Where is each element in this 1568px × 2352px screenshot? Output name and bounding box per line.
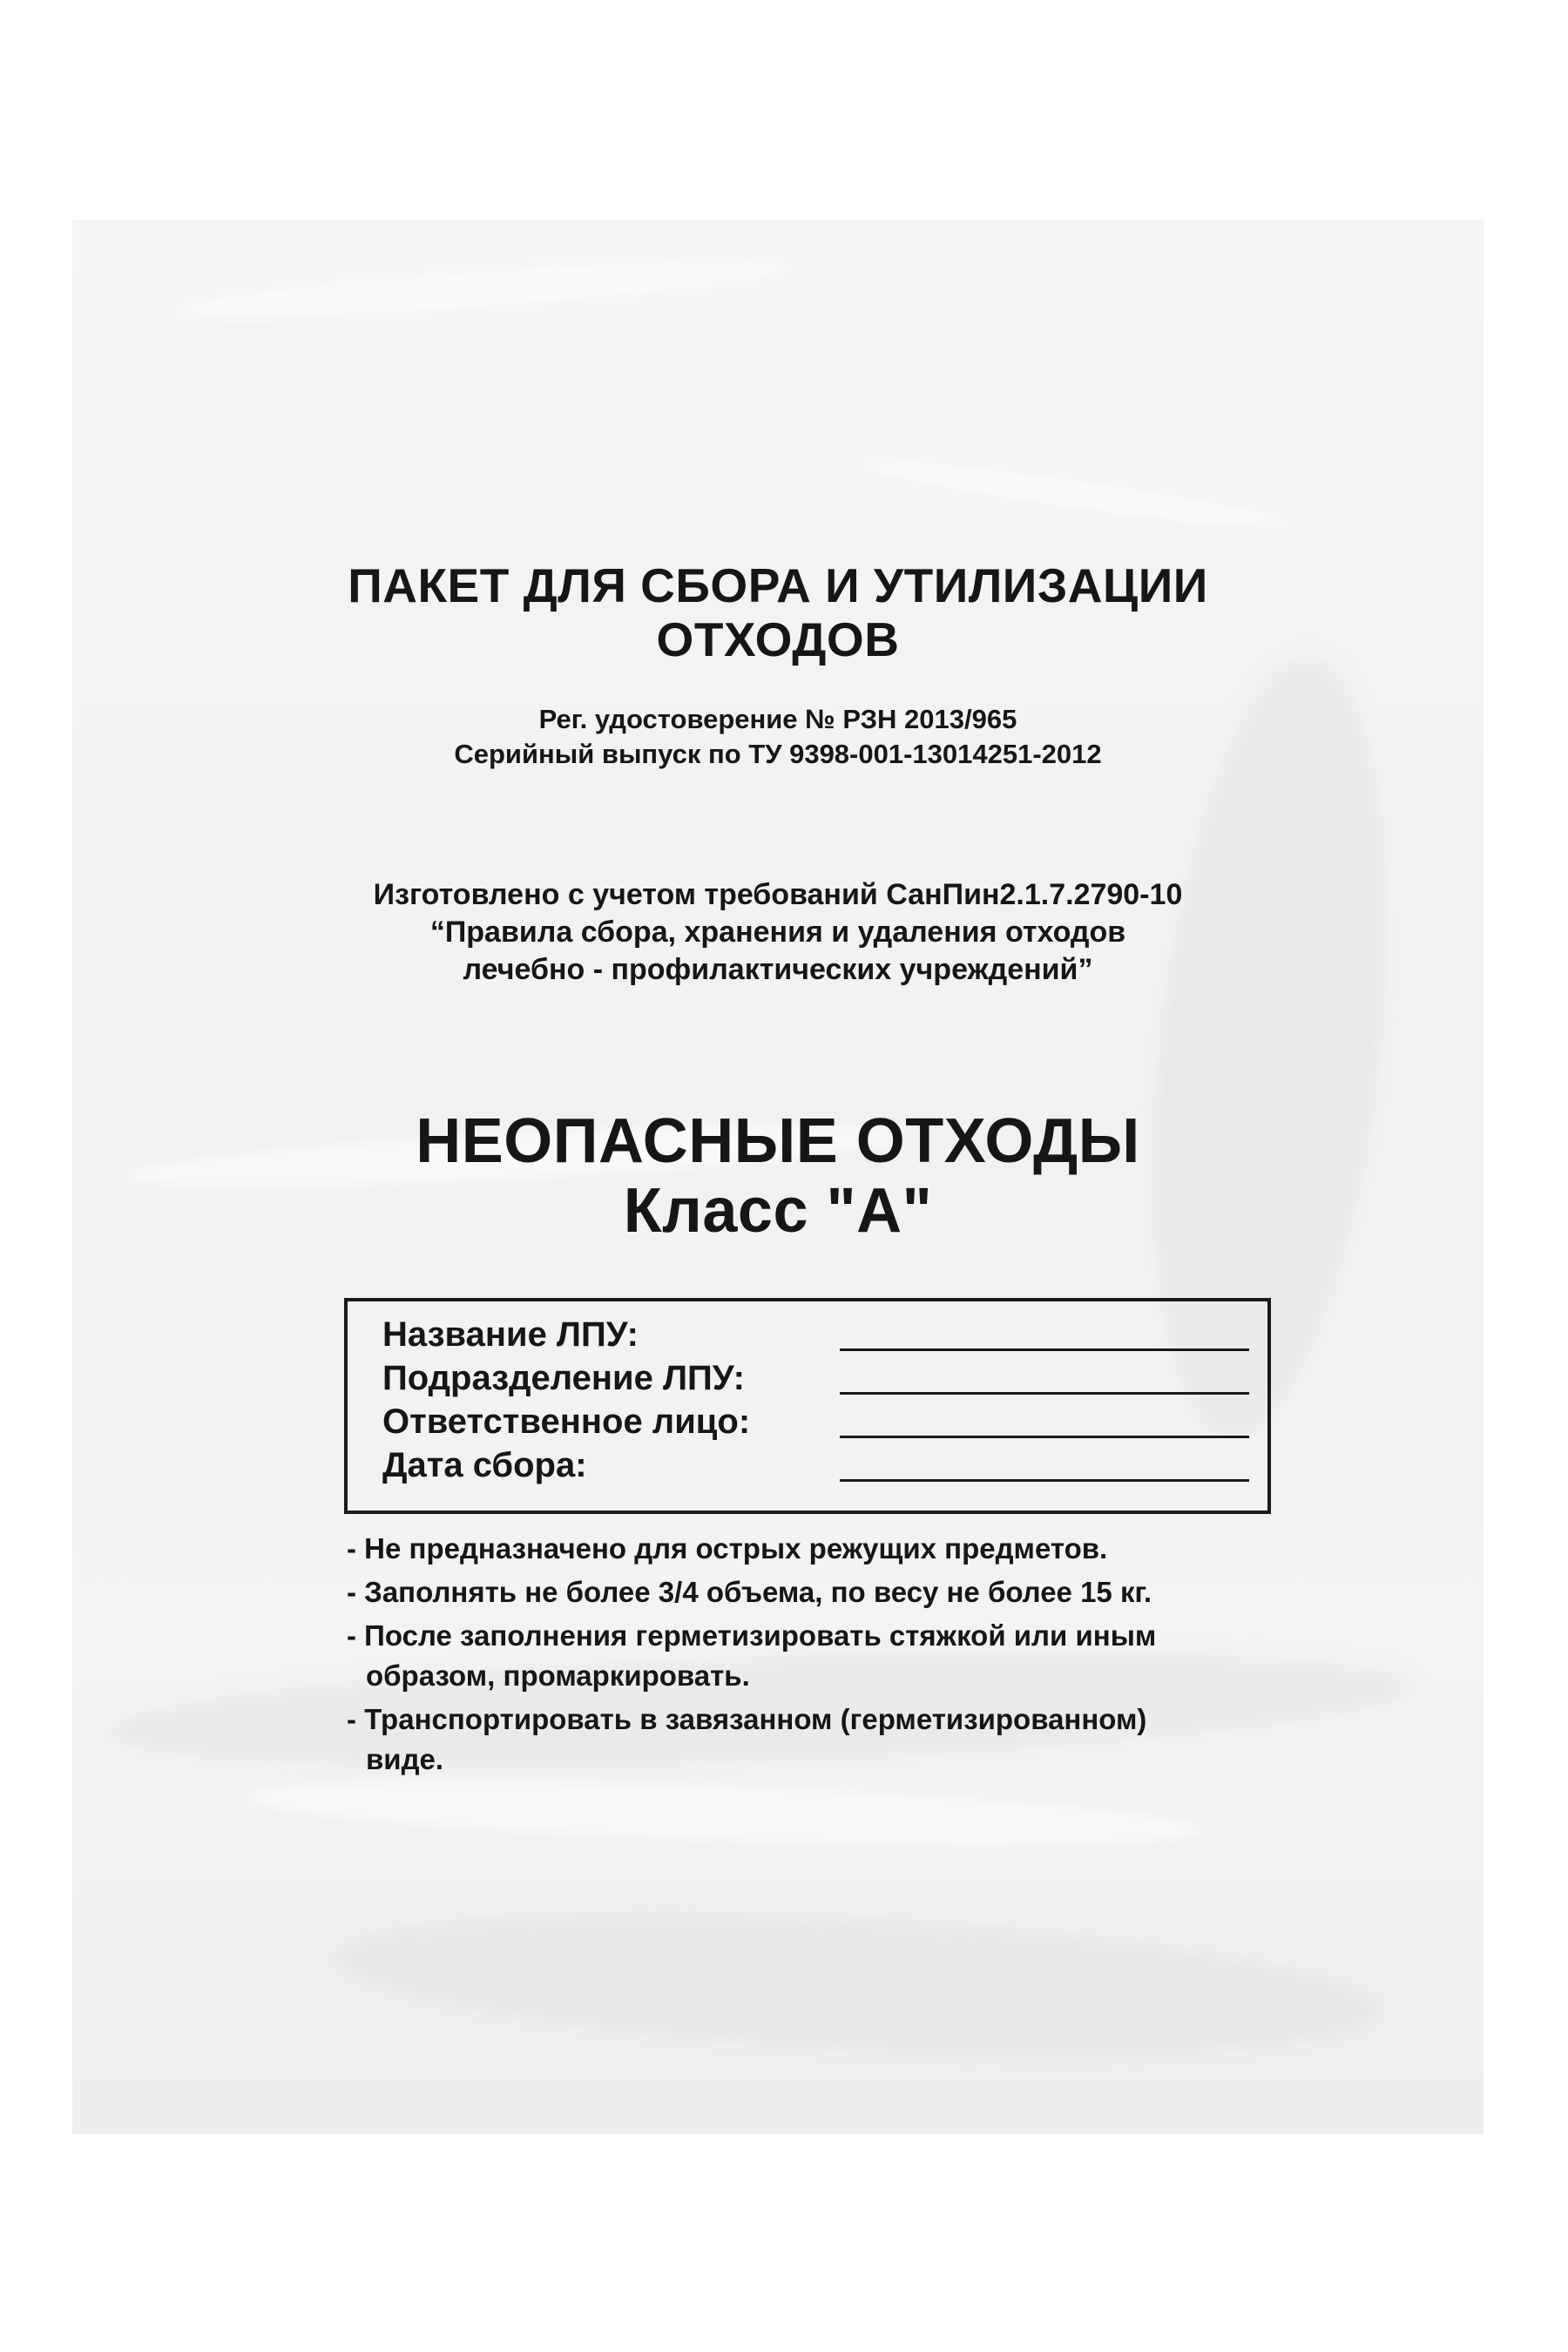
requirements-line-3: лечебно - профилактических учреждений”: [463, 953, 1093, 986]
title-line-1: ПАКЕТ ДЛЯ СБОРА И УТИЛИЗАЦИИ: [348, 558, 1208, 612]
waste-class-heading: Класс "А": [623, 1176, 933, 1246]
form-label-department: Подразделение ЛПУ:: [382, 1359, 745, 1397]
bag-wrinkle: [856, 450, 1291, 537]
registration-line-2: Серийный выпуск по ТУ 9398-001-13014251-2012: [454, 739, 1102, 769]
rule-item: [347, 1700, 1348, 1780]
waste-type-heading: НЕОПАСНЫЕ ОТХОДЫ: [416, 1106, 1140, 1176]
form-row-department: [348, 1359, 1267, 1401]
form-row-facility: [348, 1315, 1267, 1357]
requirements-line-1: Изготовлено с учетом требований СанПин2.1.7.2790-10: [373, 878, 1183, 911]
rule-text: - Не предназначено для острых режущих предметов.: [347, 1532, 1108, 1565]
waste-bag: [72, 220, 1484, 2134]
rule-text-continued: виде.: [366, 1743, 444, 1775]
form-row-date: [348, 1446, 1267, 1488]
rule-item: [347, 1572, 1348, 1612]
title-line-2: ОТХОДОВ: [656, 612, 900, 666]
form-blank-facility[interactable]: [840, 1348, 1249, 1351]
registration-line-1: Рег. удостоверение № РЗН 2013/965: [538, 704, 1017, 734]
form-row-responsible: [348, 1402, 1267, 1444]
rule-item: [347, 1616, 1348, 1696]
requirements-line-2: “Правила сбора, хранения и удаления отходов: [429, 916, 1126, 949]
usage-rules: [347, 1529, 1348, 1783]
form-label-responsible: Ответственное лицо:: [382, 1402, 751, 1441]
rule-text: - Транспортировать в завязанном (герметизированном): [347, 1703, 1147, 1735]
rule-text: - Заполнять не более 3/4 объема, по весу не более 15 кг.: [347, 1576, 1152, 1608]
form-blank-responsible[interactable]: [840, 1436, 1249, 1438]
rule-item: [347, 1529, 1348, 1569]
form-blank-department[interactable]: [840, 1392, 1249, 1395]
form-blank-date[interactable]: [840, 1479, 1249, 1482]
rule-text-continued: образом, промаркировать.: [366, 1659, 750, 1692]
bag-wrinkle: [176, 251, 787, 328]
label-form: [344, 1298, 1271, 1514]
form-label-facility: Название ЛПУ:: [382, 1315, 639, 1354]
rule-text: - После заполнения герметизировать стяжкой или иным: [347, 1619, 1157, 1652]
form-label-date: Дата сбора:: [382, 1446, 587, 1484]
bag-shade: [331, 1891, 1382, 2077]
bag-wrinkle: [246, 1771, 1205, 1856]
